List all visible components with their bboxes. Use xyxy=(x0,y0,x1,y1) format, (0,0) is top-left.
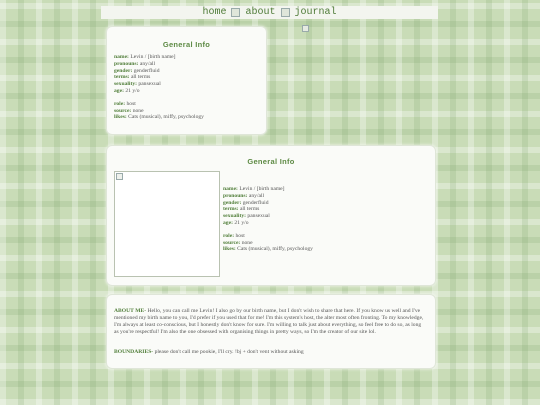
name-label: name: xyxy=(114,54,129,60)
about-me-label: ABOUT ME- xyxy=(114,308,147,314)
likes-label: likes: xyxy=(223,246,236,253)
role-value: host xyxy=(235,232,245,239)
gender-value: genderfluid xyxy=(133,67,160,74)
pronouns-value: any/all xyxy=(248,192,265,199)
about-me-body: Hello, you can call me Levin! I also go by our birth name, but I don't wish to share that here. If you know us well and I've mentioned my birth name to you, I'd prefer if you used that for me! I'm this system's host, the alter most often fronting. To my knowledge, I'm always at least co-conscious, but I honestly don't know for sure. I'm willing to talk just about everything, so feel free to do so, as long as you're respectful! I'm also the one obsessed with organising things in pretty ways, so I'm the creator of our site lol. xyxy=(114,308,424,335)
terms-label: terms: xyxy=(114,74,130,81)
sexuality-value: pansexual xyxy=(138,81,161,88)
age-value: 21 y/o xyxy=(125,87,140,94)
gender-value: genderfluid xyxy=(242,199,269,206)
about-me-card xyxy=(106,294,436,369)
sexuality-value: pansexual xyxy=(247,213,270,220)
likes-value: Cats (musical), miffy, psychology xyxy=(237,246,313,253)
sexuality-label: sexuality: xyxy=(223,213,246,220)
broken-image-icon xyxy=(116,173,123,180)
broken-image-icon xyxy=(231,8,240,17)
profile-image xyxy=(114,171,220,277)
nav-bar xyxy=(101,6,438,19)
sexuality-label: sexuality: xyxy=(114,81,137,88)
gender-label: gender: xyxy=(114,67,133,74)
source-label: source: xyxy=(223,239,241,246)
nav-home-link[interactable]: home xyxy=(202,7,227,18)
info-list xyxy=(223,186,423,253)
gender-label: gender: xyxy=(223,199,242,206)
card-title: General Info xyxy=(162,40,211,49)
role-label: role: xyxy=(114,100,126,107)
terms-label: terms: xyxy=(223,206,239,213)
about-me-text xyxy=(114,308,425,336)
source-value: none xyxy=(241,239,253,246)
pronouns-label: pronouns: xyxy=(114,60,139,67)
source-label: source: xyxy=(114,107,132,114)
source-value: none xyxy=(132,107,144,114)
age-value: 21 y/o xyxy=(234,219,249,226)
name-value: Levin / [birth name] xyxy=(130,54,176,60)
boundaries-text xyxy=(114,349,425,356)
role-label: role: xyxy=(223,232,235,239)
likes-value: Cats (musical), miffy, psychology xyxy=(128,114,204,121)
pronouns-label: pronouns: xyxy=(223,192,248,199)
boundaries-label: BOUNDARIES- xyxy=(114,349,154,355)
terms-value: all terms xyxy=(239,206,260,213)
nav-about-link[interactable]: about xyxy=(245,7,276,18)
age-label: age: xyxy=(114,87,124,94)
terms-value: all terms xyxy=(130,74,151,81)
card-title: General Info xyxy=(247,157,295,166)
role-value: host xyxy=(126,100,136,107)
boundaries-body: please don't call me pookie, I'll cry. !bj + don't vent without asking xyxy=(154,349,304,355)
name-label: name: xyxy=(223,186,238,192)
pronouns-value: any/all xyxy=(139,60,156,67)
info-list xyxy=(114,54,264,121)
broken-image-icon xyxy=(281,8,290,17)
broken-image-icon xyxy=(302,25,309,32)
name-value: Levin / [birth name] xyxy=(239,186,285,192)
general-info-card xyxy=(106,26,267,135)
general-info-card-with-photo xyxy=(106,145,436,286)
age-label: age: xyxy=(223,219,233,226)
likes-label: likes: xyxy=(114,114,127,121)
nav-journal-link[interactable]: journal xyxy=(294,7,337,18)
